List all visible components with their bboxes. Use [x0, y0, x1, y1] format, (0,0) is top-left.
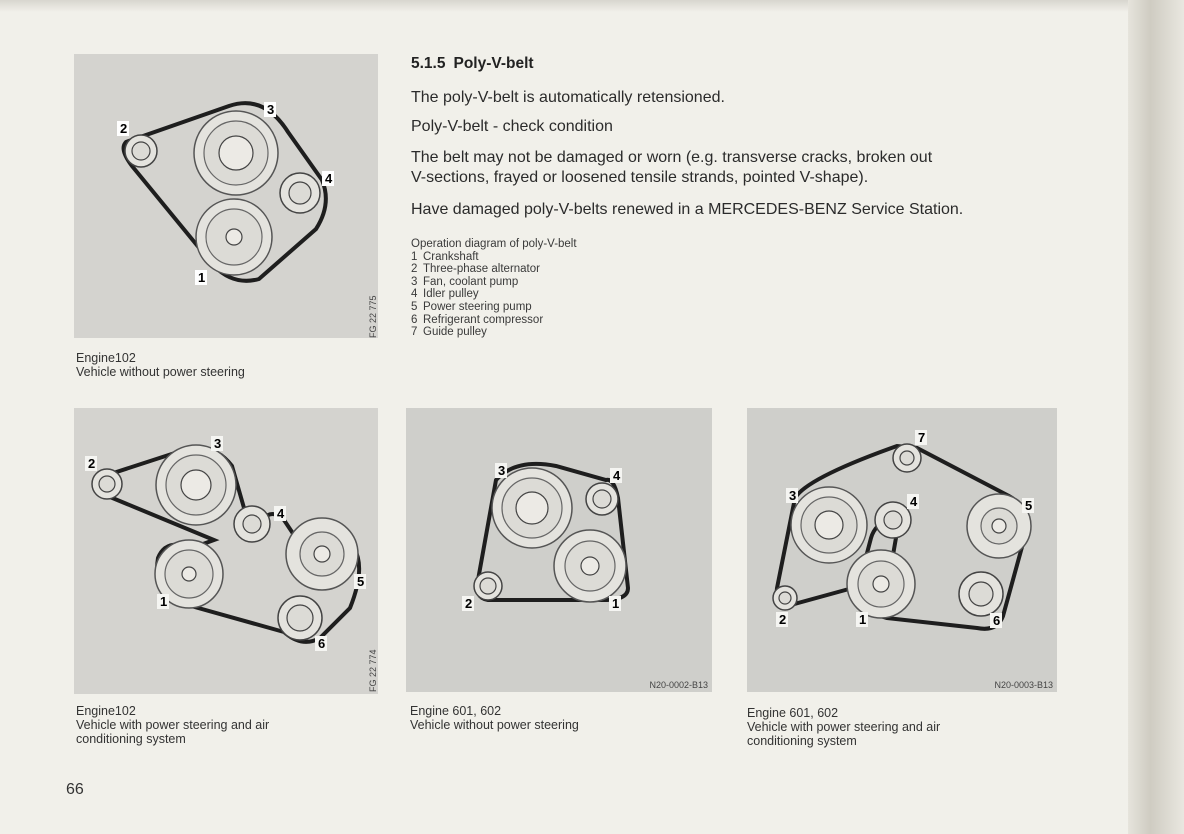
paragraph-damage-line-2: V-sections, frayed or loosened tensile strands, pointed V-shape).	[411, 169, 869, 186]
legend-item: 5 Power steering pump	[411, 300, 532, 313]
callout-2: 2	[465, 596, 473, 611]
pulley-6-refrigerant-compressor	[959, 572, 1003, 616]
pulley-5-power-steering-pump	[286, 518, 358, 590]
caption-4-line-3: conditioning system	[747, 734, 857, 748]
caption-figure-2	[76, 704, 269, 746]
callout-7: 7	[918, 430, 926, 445]
diagram-engine601-steering-ac	[747, 408, 1057, 692]
legend-list	[411, 238, 577, 339]
caption-figure-1	[76, 351, 245, 379]
pulley-1-crankshaft	[554, 530, 626, 602]
callout-6: 6	[993, 613, 1001, 628]
section-heading	[411, 55, 534, 73]
caption-3-line-2: Vehicle without power steering	[410, 718, 579, 732]
callout-3: 3	[789, 488, 797, 503]
pulley-5-power-steering-pump	[967, 494, 1031, 558]
pulley-2-alternator	[125, 135, 157, 167]
pulley-4-idler	[586, 483, 618, 515]
legend-item: 1 Crankshaft	[411, 250, 479, 263]
pulley-3-fan-coolant-pump	[194, 111, 278, 195]
callout-1: 1	[160, 594, 168, 609]
callout-2: 2	[88, 456, 96, 471]
paragraph-damage-line-1: The belt may not be damaged or worn (e.g. transverse cracks, broken out	[411, 149, 933, 166]
legend-item: 4 Idler pulley	[411, 288, 479, 301]
diagram-engine601-no-steering	[406, 408, 712, 692]
callout-3: 3	[214, 436, 222, 451]
pulley-4-idler	[280, 173, 320, 213]
callout-2: 2	[779, 612, 787, 627]
caption-1-line-2: Vehicle without power steering	[76, 365, 245, 379]
pulley-2-alternator	[773, 586, 797, 610]
legend-item: 2 Three-phase alternator	[411, 263, 540, 276]
section-number: 5.1.5	[411, 55, 446, 72]
caption-2-line-1: Engine102	[76, 704, 136, 718]
callout-4: 4	[325, 171, 333, 186]
pulley-2-alternator	[92, 469, 122, 499]
paragraph-retension: The poly-V-belt is automatically retensioned.	[411, 89, 725, 106]
diagram-engine102-steering-ac	[74, 408, 378, 694]
callout-1: 1	[198, 270, 206, 285]
pulley-7-guide	[893, 444, 921, 472]
figure-code-1: FG 22 775	[368, 295, 378, 338]
callout-4: 4	[277, 506, 285, 521]
callout-4: 4	[613, 468, 621, 483]
belt-diagram-1	[74, 54, 378, 338]
caption-4-line-2: Vehicle with power steering and air	[747, 720, 941, 734]
caption-1-line-1: Engine102	[76, 351, 136, 365]
pulley-6-refrigerant-compressor	[278, 596, 322, 640]
paragraph-service: Have damaged poly-V-belts renewed in a MERCEDES-BENZ Service Station.	[411, 201, 964, 218]
caption-4-line-1: Engine 601, 602	[747, 706, 839, 720]
callout-4: 4	[910, 494, 918, 509]
callout-3: 3	[267, 102, 275, 117]
pulley-1-crankshaft	[196, 199, 272, 275]
figure-code-3: N20-0002-B13	[649, 680, 708, 690]
diagram-engine102-no-steering	[74, 54, 378, 338]
callout-2: 2	[120, 121, 128, 136]
pulley-3-fan-coolant-pump	[156, 445, 236, 525]
legend-item: 7 Guide pulley	[411, 326, 487, 339]
pulley-3-fan-coolant-pump	[791, 487, 867, 563]
pulley-4-idler	[875, 502, 911, 538]
callout-5: 5	[1025, 498, 1033, 513]
section-title: Poly-V-belt	[453, 55, 534, 72]
pulley-4-idler	[234, 506, 270, 542]
belt-diagram-2	[74, 408, 378, 694]
legend-title: Operation diagram of poly-V-belt	[411, 238, 577, 250]
belt-diagram-3	[406, 408, 712, 692]
page-top-shadow	[0, 0, 1184, 12]
page-number: 66	[66, 781, 84, 798]
paragraph-check-condition: Poly-V-belt - check condition	[411, 118, 613, 135]
callout-6: 6	[318, 636, 326, 651]
pulley-2-alternator	[474, 572, 502, 600]
legend-item: 6 Refrigerant compressor	[411, 313, 544, 326]
caption-2-line-3: conditioning system	[76, 732, 186, 746]
page-gutter-shadow	[1128, 0, 1184, 834]
callout-1: 1	[859, 612, 867, 627]
pulley-3-fan-coolant-pump	[492, 468, 572, 548]
caption-3-line-1: Engine 601, 602	[410, 704, 502, 718]
caption-figure-4	[747, 706, 940, 748]
callout-1: 1	[612, 596, 620, 611]
pulley-1-crankshaft	[847, 550, 915, 618]
belt-diagram-4	[747, 408, 1057, 692]
figure-code-4: N20-0003-B13	[994, 680, 1053, 690]
caption-figure-3	[410, 704, 579, 732]
callout-5: 5	[357, 574, 365, 589]
callout-3: 3	[498, 463, 506, 478]
figure-code-2: FG 22 774	[368, 649, 378, 692]
legend-item: 3 Fan, coolant pump	[411, 275, 519, 288]
caption-2-line-2: Vehicle with power steering and air	[76, 718, 270, 732]
